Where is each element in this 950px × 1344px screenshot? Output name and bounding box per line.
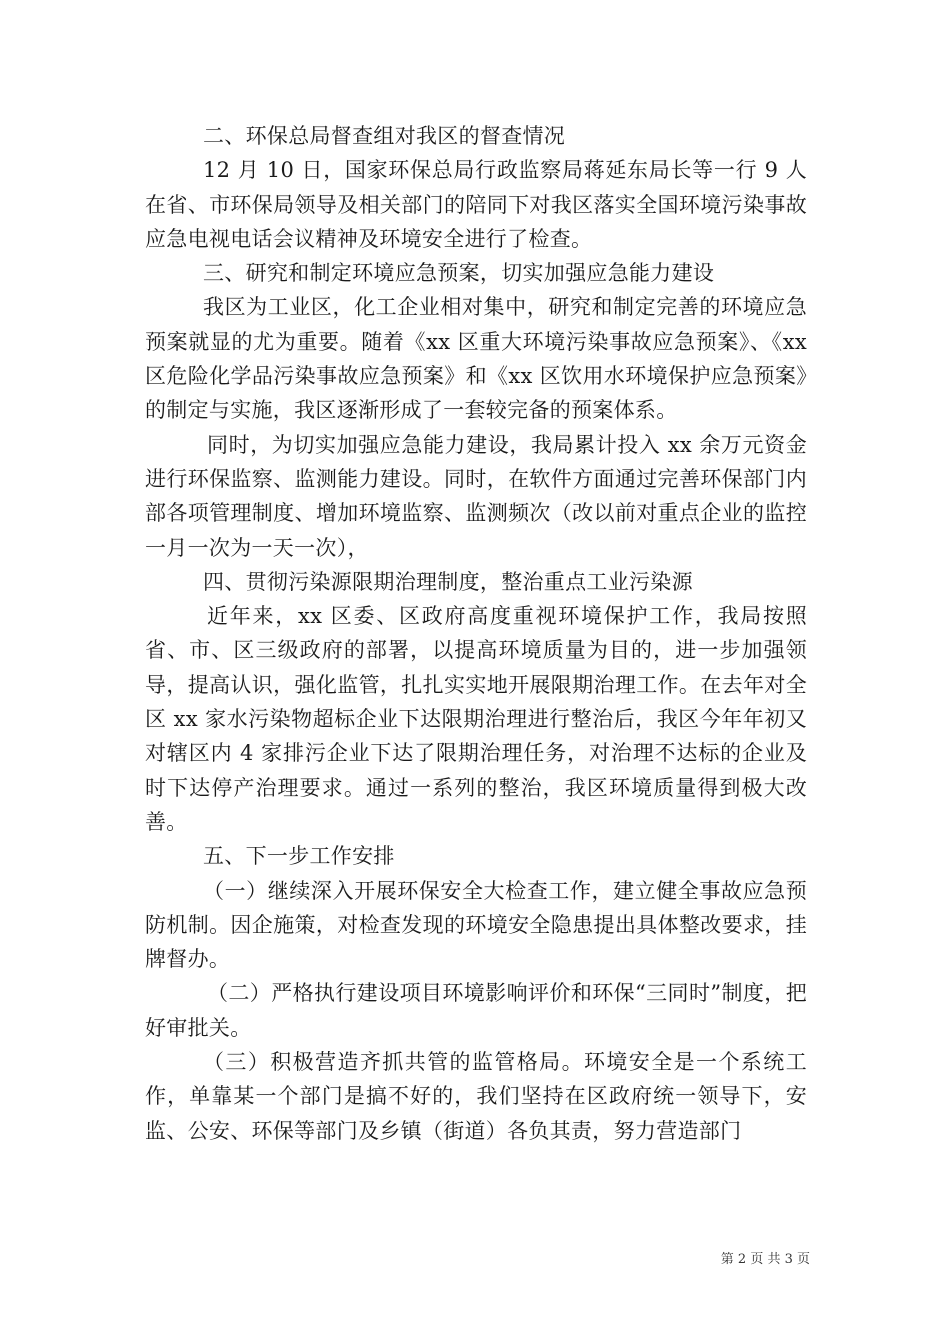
paragraph: 同时，为切实加强应急能力建设，我局累计投入 xx 余万元资金进行环保监察、监测能力建设。同时，在软件方面通过完善环保部门内部各项管理制度、增加环境监察、监测频次（改以前对重点企业的监控一月一次为一天一次），	[145, 432, 807, 560]
list-item: （一）继续深入开展环保安全大检查工作，建立健全事故应急预防机制。因企施策，对检查发现的环境安全隐患提出具体整改要求，挂牌督办。	[145, 878, 807, 972]
section-heading-3: 三、研究和制定环境应急预案，切实加强应急能力建设	[203, 261, 715, 286]
page-number-footer: 第 2 页 共 3 页	[720, 1252, 810, 1267]
paragraph: 近年来，xx 区委、区政府高度重视环境保护工作，我局按照省、市、区三级政府的部署，以提高环境质量为目的，进一步加强领导，提高认识，强化监管，扎扎实实地开展限期治理工作。在去年对全区 xx 家水污染物超标企业下达限期治理进行整治后，我区今年年初又对辖区内 4 家排污企业下达了限期治理任务，对治理不达标的企业及时下达停产治理要求。通过一系列的整治，我区环境质量得到极大改善。	[145, 604, 807, 834]
section-heading-2: 二、环保总局督查组对我区的督查情况	[203, 124, 566, 148]
paragraph: 12 月 10 日，国家环保总局行政监察局蒋延东局长等一行 9 人在省、市环保局领导及相关部门的陪同下对我区落实全国环境污染事故应急电视电话会议精神及环境安全进行了检查。	[145, 158, 808, 251]
list-item: （二）严格执行建设项目环境影响评价和环保“三同时”制度，把好审批关。	[145, 981, 807, 1040]
section-heading-5: 五、下一步工作安排	[203, 844, 395, 869]
document-body	[145, 119, 807, 1148]
paragraph: 我区为工业区，化工企业相对集中，研究和制定完善的环境应急预案就显的尤为重要。随着《xx 区重大环境污染事故应急预案》、《xx 区危险化学品污染事故应急预案》和《xx 区饮用水环境保护应急预案》的制定与实施，我区逐渐形成了一套较完备的预案体系。	[145, 295, 807, 423]
section-heading-4: 四、贯彻污染源限期治理制度，整治重点工业污染源	[203, 569, 693, 594]
list-item: （三）积极营造齐抓共管的监管格局。环境安全是一个系统工作，单靠某一个部门是搞不好的，我们坚持在区政府统一领导下，安监、公安、环保等部门及乡镇（街道）各负其责，努力营造部门	[145, 1050, 807, 1143]
